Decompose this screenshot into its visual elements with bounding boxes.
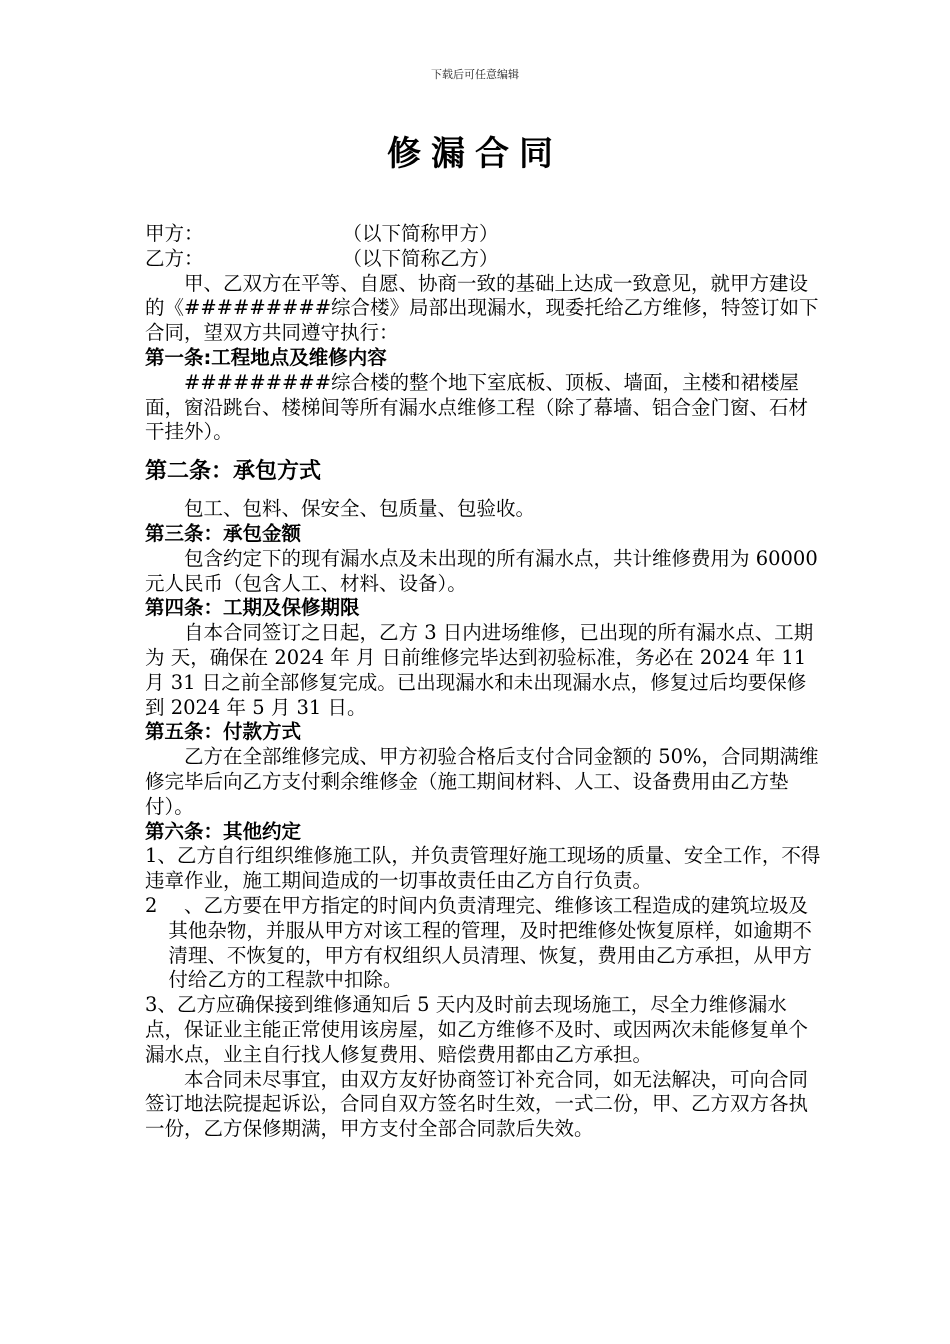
article-6-item-3: 3、乙方应确保接到维修通知后 5 天内及时前去现场施工，尽全力维修漏水点，保证业主能正常使用该房屋，如乙方维修不及时、或因两次未能修复单个漏水点，业主自行找人修复费用、赔偿费用都由乙方承担。 (145, 993, 809, 1066)
party-a-label: 甲方： (145, 222, 204, 245)
contract-body (145, 222, 825, 1142)
article-3-heading: 第三条：承包金额 (145, 521, 302, 545)
page-title: 修漏合同 (387, 134, 563, 174)
party-b-note: （以下简称乙方） (342, 246, 499, 270)
party-b-line (145, 247, 825, 272)
item-2-text: 、乙方要在甲方指定的时间内负责清理完、维修该工程造成的建筑垃圾及其他杂物，并服从甲方对该工程的管理，及时把维修处恢复原样，如逾期不清理、不恢复的，甲方有权组织人员清理、恢复，费用由乙方承担，从甲方付给乙方的工程款中扣除。 (168, 893, 812, 992)
article-1-heading: 第一条:工程地点及维修内容 (145, 345, 387, 369)
article-1-text: #########综合楼的整个地下室底板、顶板、墙面，主楼和裙楼屋面，窗沿跳台、楼梯间等所有漏水点维修工程（除了幕墙、铝合金门窗、石材干挂外）。 (145, 370, 809, 444)
article-2-text: 包工、包料、保安全、包质量、包验收。 (184, 497, 536, 521)
party-b-label: 乙方： (145, 246, 204, 270)
article-6-heading: 第六条：其他约定 (145, 819, 302, 843)
article-5-text: 乙方在全部维修完成、甲方初验合格后支付合同金额的 50%，合同期满维修完毕后向乙方支付剩余维修金（施工期间材料、人工、设备费用由乙方垫付）。 (145, 745, 819, 818)
header-note: 下载后可任意编辑 (431, 68, 519, 81)
article-6-item-2 (145, 894, 825, 993)
article-4-text: 自本合同签订之日起，乙方 3 日内进场维修，已出现的所有漏水点、工期为 天，确保在 2024 年 月 日前维修完毕达到初验标准，务必在 2024 年 11 月 31 日之前全部修复完成。已出现漏水和未出现漏水点，修复过后均要保修到 2024 年 5 月 31 日。 (145, 621, 814, 719)
article-4-heading: 第四条：工期及保修期限 (145, 596, 360, 620)
article-3-text: 包含约定下的现有漏水点及未出现的所有漏水点，共计维修费用为 60000 元人民币（包含人工、材料、设备）。 (145, 546, 818, 595)
article-5-heading: 第五条：付款方式 (145, 720, 302, 744)
item-2-number: 2 (145, 893, 158, 917)
party-a-note: （以下简称甲方） (342, 222, 499, 245)
party-a-line (145, 222, 825, 247)
article-6-item-1: 1、乙方自行组织维修施工队，并负责管理好施工现场的质量、安全工作，不得违章作业，施工期间造成的一切事故责任由乙方自行负责。 (145, 844, 821, 893)
article-2-heading: 第二条：承包方式 (145, 459, 322, 485)
intro-paragraph: 甲、乙双方在平等、自愿、协商一致的基础上达成一致意见，就甲方建设的《#########综合楼》局部出现漏水，现委托给乙方维修，特签订如下合同，望双方共同遵守执行： (145, 271, 819, 345)
closing-paragraph: 本合同未尽事宜，由双方友好协商签订补充合同，如无法解决，可向合同签订地法院提起诉讼，合同自双方签名时生效，一式二份，甲、乙方双方各执一份，乙方保修期满，甲方支付全部合同款后失效。 (145, 1067, 809, 1141)
